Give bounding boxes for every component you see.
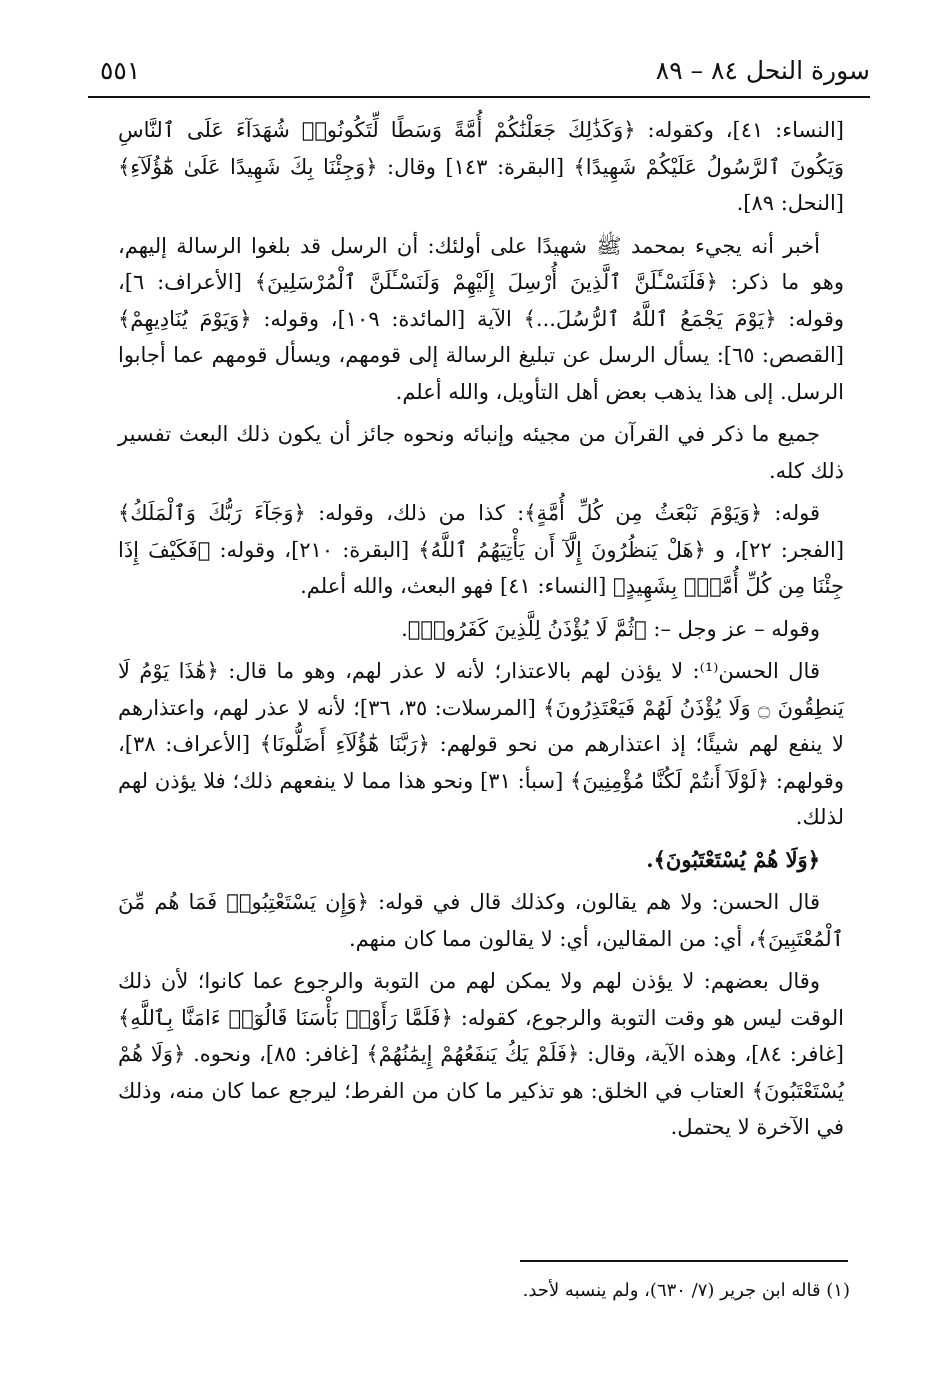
paragraph: [النساء: ٤١]، وكقوله: ﴿وَكَذَٰلِكَ جَعَلْنَٰكُمْ أُمَّةً وَسَطًا لِّتَكُونُوا۟ شُهَدَآءَ عَلَى ٱلنَّاسِ وَيَكُونَ ٱلرَّسُولُ عَلَيْكُمْ شَهِيدًا﴾ [البقرة: ١٤٣] وقال: ﴿وَجِئْنَا بِكَ شَهِيدًا عَلَىٰ هَٰٓؤُلَآءِ﴾ [النحل: ٨٩]. [118, 118, 844, 215]
paragraph: وقوله – عز وجل –: ﴿ثُمَّ لَا يُؤْذَنُ لِلَّذِينَ كَفَرُوا۟﴾. [401, 616, 820, 641]
paragraph: قال الحسن⁽¹⁾: لا يؤذن لهم بالاعتذار؛ لأنه لا عذر لهم، وهو ما قال: ﴿هَٰذَا يَوْمُ لَا يَنطِقُونَ ۝ وَلَا يُؤْذَنُ لَهُمْ فَيَعْتَذِرُونَ﴾ [المرسلات: ٣٥، ٣٦]؛ لأنه لا عذر لهم، واعتذارهم لا ينفع لهم شيئًا؛ إذ اعتذارهم من نحو قولهم: ﴿رَبَّنَا هَٰٓؤُلَآءِ أَضَلُّونَا﴾ [الأعراف: ٣٨]، وقولهم: ﴿لَوْلَآ أَنتُمْ لَكُنَّا مُؤْمِنِينَ﴾ [سبأ: ٣١] ونحو هذا مما لا ينفعهم ذلك؛ فلا يؤذن لهم لذلك. [118, 659, 844, 829]
paragraph: قوله: ﴿وَيَوْمَ نَبْعَثُ مِن كُلِّ أُمَّةٍ﴾: كذا من ذلك، وقوله: ﴿وَجَآءَ رَبُّكَ وَٱلْمَلَكُ﴾ [الفجر: ٢٢]، و ﴿هَلْ يَنظُرُونَ إِلَّآ أَن يَأْتِيَهُمُ ٱللَّهُ﴾ [البقرة: ٢١٠]، وقوله: ﴿فَكَيْفَ إِذَا جِئْنَا مِن كُلِّ أُمَّةٍۭ بِشَهِيدٍ﴾ [النساء: ٤١] فهو البعث، والله أعلم. [118, 501, 845, 598]
surah-title: سورة النحل ٨٤ – ٨٩ [655, 56, 870, 85]
page-header [100, 50, 870, 94]
page-number: ٥٥١ [100, 56, 141, 85]
paragraph: أخبر أنه يجيء بمحمد ﷺ شهيدًا على أولئك: أن الرسل قد بلغوا الرسالة إليهم، وهو ما ذكر: ﴿فَلَنَسْـَٔلَنَّ ٱلَّذِينَ أُرْسِلَ إِلَيْهِمْ وَلَنَسْـَٔلَنَّ ٱلْمُرْسَلِينَ﴾ [الأعراف: ٦]، وقوله: ﴿يَوْمَ يَجْمَعُ ٱللَّهُ ٱلرُّسُلَ...﴾ الآية [المائدة: ١٠٩]، وقوله: ﴿وَيَوْمَ يُنَادِيهِمْ﴾ [القصص: ٦٥]: يسأل الرسل عن تبليغ الرسالة إلى قومهم، ويسأل قومهم عما أجابوا الرسل. إلى هذا يذهب بعض أهل التأويل، والله أعلم. [118, 233, 844, 404]
paragraph: قال الحسن: ولا هم يقالون، وكذلك قال في قوله: ﴿وَإِن يَسْتَعْتِبُوا۟ فَمَا هُم مِّنَ ٱلْمُعْتَبِينَ﴾، أي: من المقالين، أي: لا يقالون مما كان منهم. [118, 890, 844, 951]
verse-heading: ﴿وَلَا هُمْ يُسْتَعْتَبُونَ﴾. [646, 846, 820, 872]
main-text [118, 112, 844, 1152]
header-rule [88, 96, 870, 98]
paragraph: وقال بعضهم: لا يؤذن لهم ولا يمكن لهم من التوبة والرجوع عما كانوا؛ لأن ذلك الوقت ليس هو وقت التوبة والرجوع، كقوله: ﴿فَلَمَّا رَأَوْا۟ بَأْسَنَا قَالُوٓا۟ ءَامَنَّا بِٱللَّهِ﴾ [غافر: ٨٤]، وهذه الآية، وقال: ﴿فَلَمْ يَكُ يَنفَعُهُمْ إِيمَٰنُهُمْ﴾ [غافر: ٨٥]، ونحوه. ﴿وَلَا هُمْ يُسْتَعْتَبُونَ﴾ العتاب في الخلق: هو تذكير ما كان من الفرط؛ ليرجع عما كان منه، وذلك في الآخرة لا يحتمل. [118, 969, 844, 1139]
paragraph: جميع ما ذكر في القرآن من مجيئه وإنبائه ونحوه جائز أن يكون ذلك البعث تفسير ذلك كله. [118, 422, 844, 483]
footnote-rule [520, 1260, 848, 1262]
footnote: (١) قاله ابن جرير (٧/ ٦٣٠)، ولم ينسبه لأحد. [522, 1280, 850, 1301]
